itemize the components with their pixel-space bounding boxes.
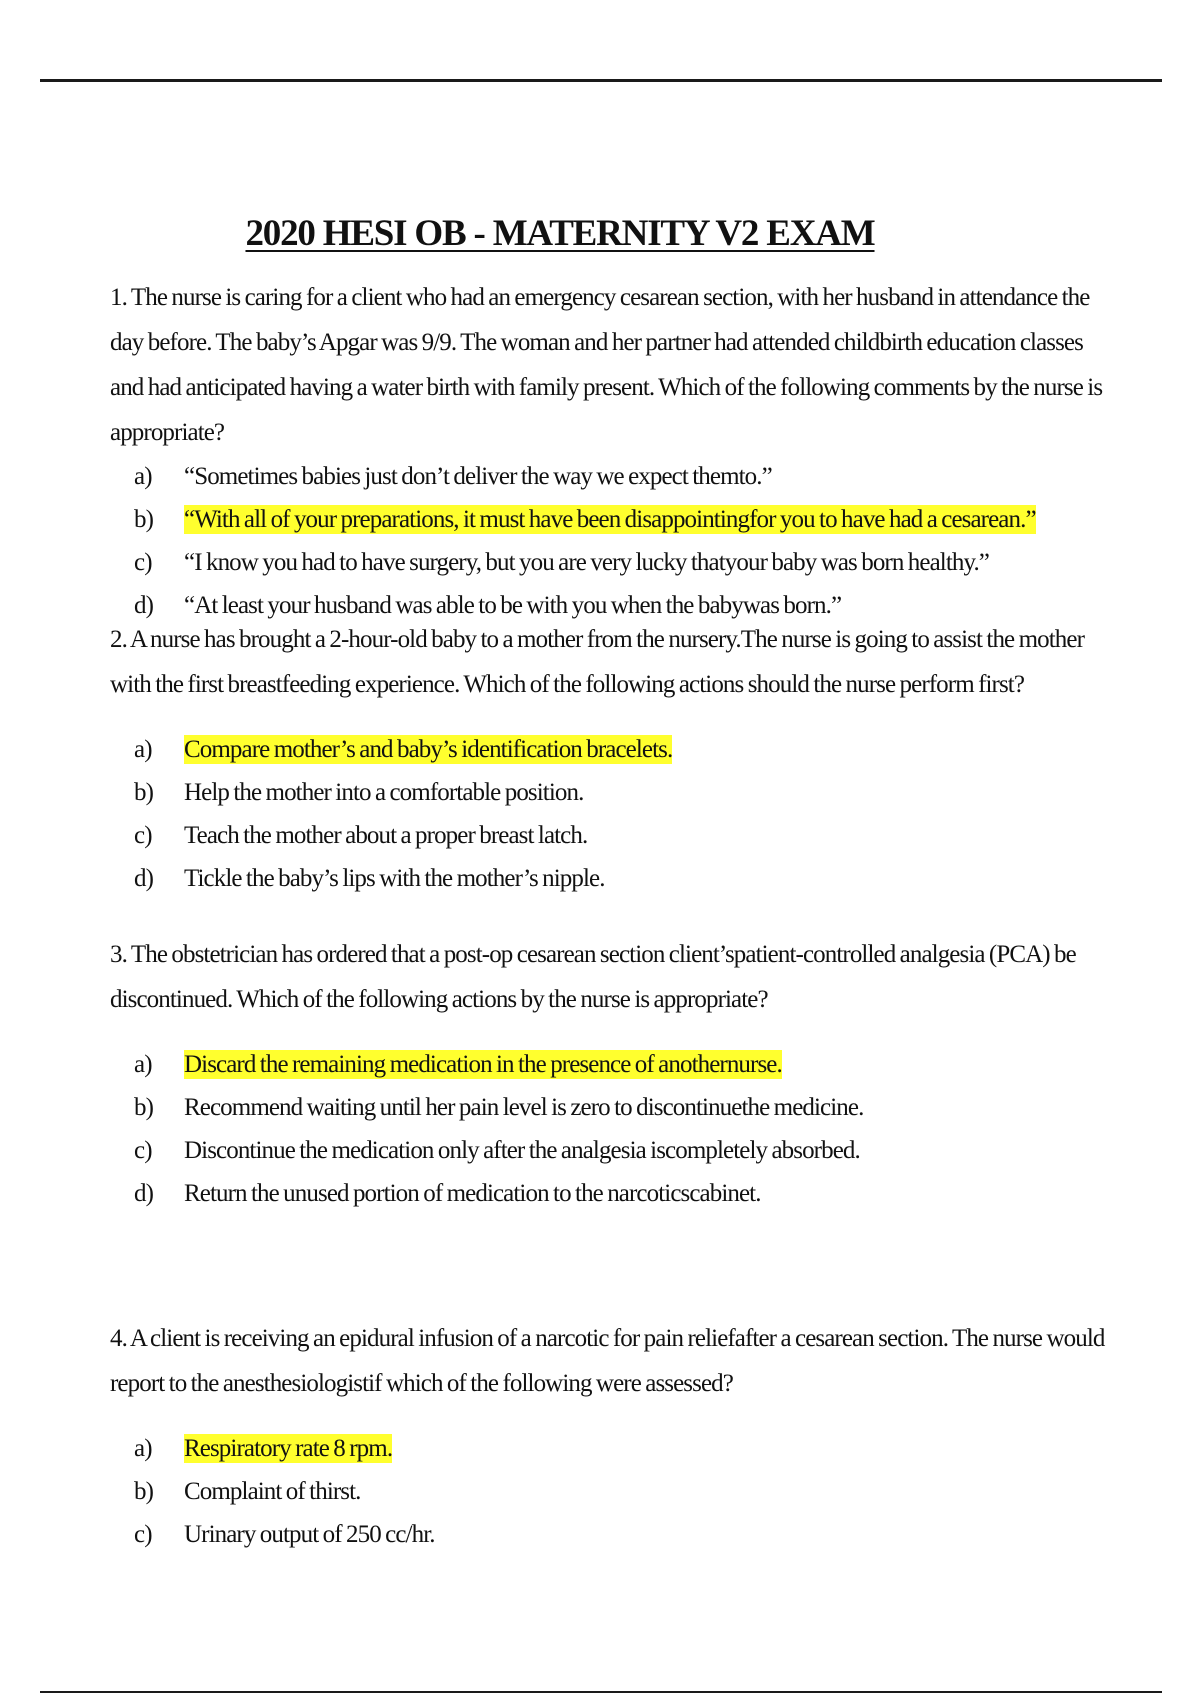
question-3	[110, 932, 1120, 1215]
top-rule	[40, 79, 1162, 82]
question-stem: 4. A client is receiving an epidural infusion of a narcotic for pain reliefafter a cesarean section. The nurse would report to the anesthesiologistif which of the following were assessed?	[110, 1325, 1105, 1397]
answer-option-b	[134, 498, 1120, 541]
question-2	[110, 617, 1120, 900]
option-letter: a)	[134, 463, 152, 490]
answer-option-c	[134, 814, 1120, 857]
answer-options	[110, 455, 1120, 627]
answer-option-d	[134, 1172, 1120, 1215]
option-text: Discard the remaining medication in the presence of anothernurse.	[184, 1051, 782, 1078]
question-4	[110, 1316, 1120, 1556]
option-letter: d)	[134, 1180, 154, 1207]
page-title: 2020 HESI OB - MATERNITY V2 EXAM	[245, 212, 875, 254]
option-text: Complaint of thirst.	[184, 1478, 361, 1505]
bottom-rule	[40, 1691, 1162, 1693]
option-letter: c)	[134, 1137, 152, 1164]
option-text: “I know you had to have surgery, but you are very lucky thatyour baby was born healthy.”	[184, 549, 990, 576]
answer-option-b	[134, 1470, 1120, 1513]
question-stem: 3. The obstetrician has ordered that a post-op cesarean section client’spatient-controlled analgesia (PCA) be discontinued. Which of the following actions by the nurse is appropriate?	[110, 941, 1076, 1013]
option-letter: d)	[134, 592, 154, 619]
option-letter: d)	[134, 865, 154, 892]
option-text: “Sometimes babies just don’t deliver the way we expect themto.”	[184, 463, 772, 490]
option-text: “At least your husband was able to be with you when the babywas born.”	[184, 592, 842, 619]
option-letter: a)	[134, 1435, 152, 1462]
option-letter: b)	[134, 779, 154, 806]
answer-option-a	[134, 1043, 1120, 1086]
answer-option-c	[134, 1513, 1120, 1556]
option-text: Teach the mother about a proper breast latch.	[184, 822, 588, 849]
option-text: Compare mother’s and baby’s identification bracelets.	[184, 736, 673, 763]
answer-option-c	[134, 1129, 1120, 1172]
option-text: Urinary output of 250 cc/hr.	[184, 1521, 435, 1548]
option-letter: b)	[134, 1478, 154, 1505]
answer-option-a	[134, 455, 1120, 498]
option-letter: c)	[134, 1521, 152, 1548]
answer-options	[110, 728, 1120, 900]
option-text: “With all of your preparations, it must have been disappointingfor you to have had a cesarean.”	[184, 506, 1036, 533]
option-text: Help the mother into a comfortable position.	[184, 779, 584, 806]
option-letter: a)	[134, 1051, 152, 1078]
question-1	[110, 275, 1120, 627]
option-letter: c)	[134, 822, 152, 849]
question-stem: 2. A nurse has brought a 2-hour-old baby to a mother from the nursery.The nurse is going to assist the mother with the first breastfeeding experience. Which of the following actions should the nurse perform first?	[110, 626, 1085, 698]
option-letter: c)	[134, 549, 152, 576]
option-letter: a)	[134, 736, 152, 763]
question-stem: 1. The nurse is caring for a client who had an emergency cesarean section, with her husband in attendance the day before. The baby’s Apgar was 9/9. The woman and her partner had attended childbirth education classes and had anticipated having a water birth with family present. Which of the following comments by the nurse is appropriate?	[110, 284, 1103, 446]
option-text: Tickle the baby’s lips with the mother’s nipple.	[184, 865, 605, 892]
answer-option-b	[134, 1086, 1120, 1129]
answer-options	[110, 1043, 1120, 1215]
answer-option-a	[134, 728, 1120, 771]
option-letter: b)	[134, 1094, 154, 1121]
answer-option-d	[134, 857, 1120, 900]
option-text: Discontinue the medication only after the analgesia iscompletely absorbed.	[184, 1137, 860, 1164]
answer-option-b	[134, 771, 1120, 814]
answer-option-c	[134, 541, 1120, 584]
option-text: Recommend waiting until her pain level is zero to discontinuethe medicine.	[184, 1094, 864, 1121]
answer-options	[110, 1427, 1120, 1556]
option-letter: b)	[134, 506, 154, 533]
option-text: Return the unused portion of medication to the narcoticscabinet.	[184, 1180, 761, 1207]
answer-option-a	[134, 1427, 1120, 1470]
option-text: Respiratory rate 8 rpm.	[184, 1435, 393, 1462]
